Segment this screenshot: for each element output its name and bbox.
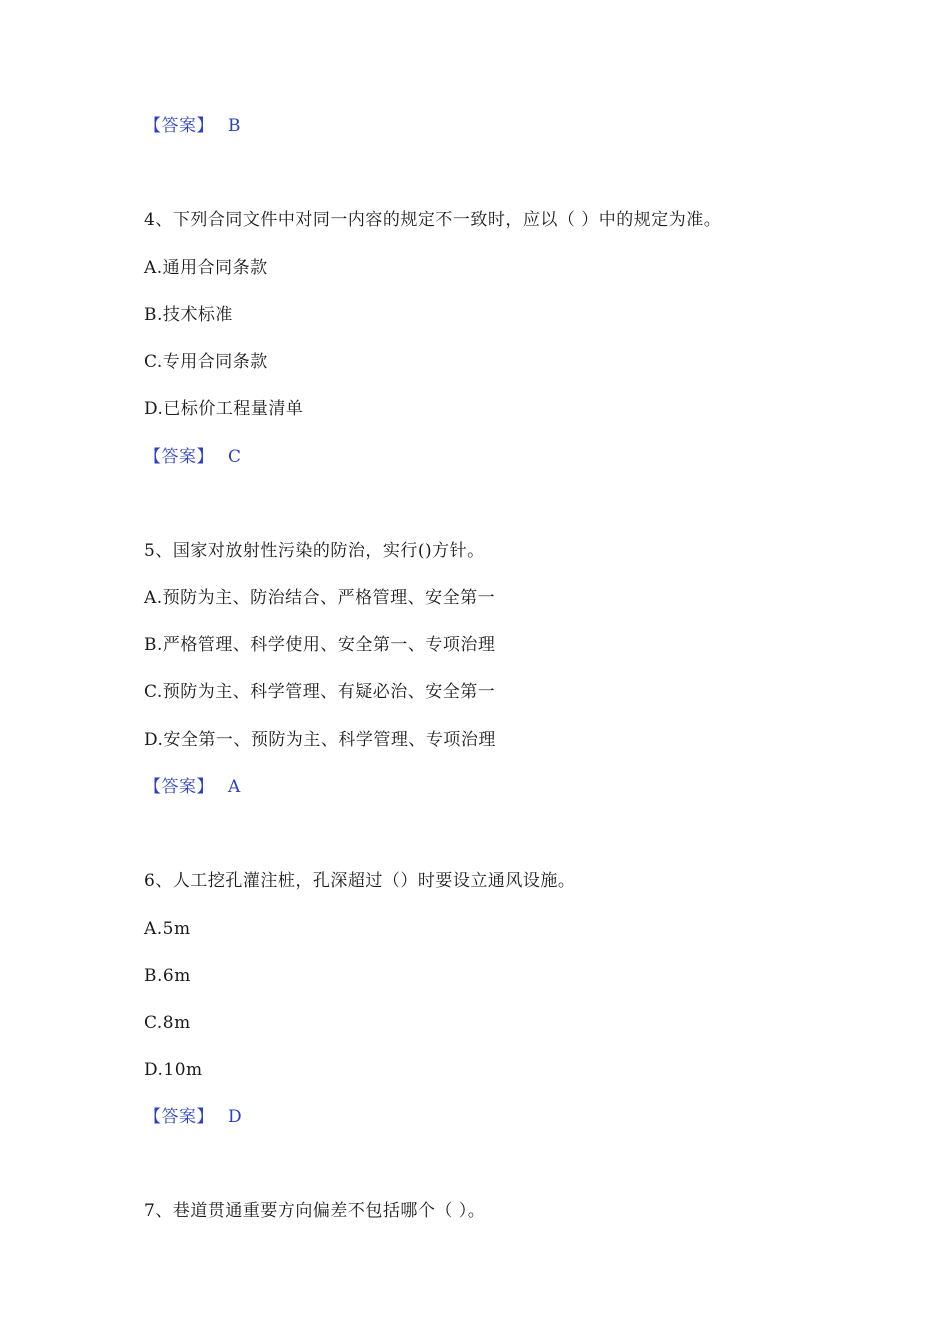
answer-value: C — [228, 447, 242, 467]
q5-option-d: D.安全第一、预防为主、科学管理、专项治理 — [144, 730, 496, 750]
answer-label: 【答案】 — [144, 777, 214, 797]
q6-option-c: C.8m — [144, 1013, 191, 1033]
q4-option-c: C.专用合同条款 — [144, 352, 268, 372]
question-4: 4、下列合同文件中对同一内容的规定不一致时，应以（ ）中的规定为准。 — [144, 210, 722, 230]
answer-label: 【答案】 — [144, 116, 214, 136]
answer-label: 【答案】 — [144, 1107, 214, 1127]
question-6: 6、人工挖孔灌注桩，孔深超过（）时要设立通风设施。 — [144, 871, 576, 891]
answer-label: 【答案】 — [144, 447, 214, 467]
q6-option-b: B.6m — [144, 966, 191, 986]
answer-value: B — [228, 116, 241, 136]
question-7: 7、巷道贯通重要方向偏差不包括哪个（ ）。 — [144, 1201, 486, 1221]
answer-q4 — [144, 446, 242, 468]
q5-option-a: A.预防为主、防治结合、严格管理、安全第一 — [144, 588, 496, 608]
answer-value: A — [228, 777, 241, 797]
q6-option-a: A.5m — [144, 919, 191, 939]
q5-option-c: C.预防为主、科学管理、有疑必治、安全第一 — [144, 682, 496, 702]
q4-option-d: D.已标价工程量清单 — [144, 399, 304, 419]
q4-option-b: B.技术标准 — [144, 305, 233, 325]
q6-option-d: D.10m — [144, 1060, 203, 1080]
answer-q6 — [144, 1106, 242, 1128]
answer-q5 — [144, 776, 241, 798]
answer-value: D — [228, 1107, 243, 1127]
answer-q3 — [144, 115, 241, 137]
question-5: 5、国家对放射性污染的防治，实行()方针。 — [144, 541, 485, 561]
q4-option-a: A.通用合同条款 — [144, 258, 268, 278]
q5-option-b: B.严格管理、科学使用、安全第一、专项治理 — [144, 635, 496, 655]
